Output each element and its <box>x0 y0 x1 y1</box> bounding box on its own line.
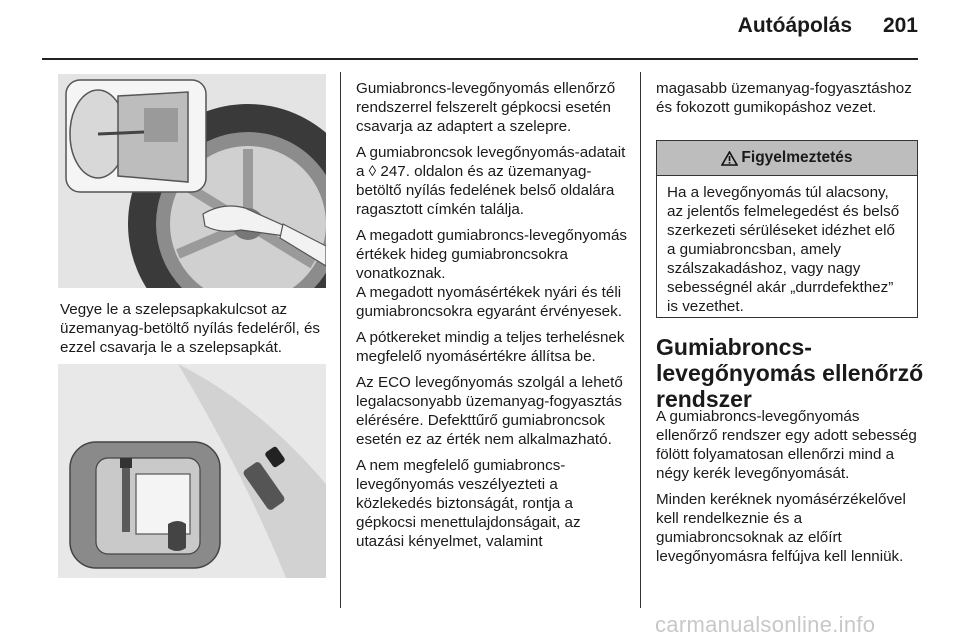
warning-box <box>656 140 918 318</box>
warning-title: Figyelmeztetés <box>741 149 853 166</box>
footer-watermark: carmanualsonline.info <box>655 612 876 637</box>
figure-caption: Vegye le a szelepsapkakulcsot az üzemanyag-betöltő nyílás fedeléről, és ezzel csavarja le a szelepsapkát. <box>60 301 321 356</box>
middle-column <box>356 79 628 558</box>
paragraph: A pótkereket mindig a teljes terhelésnek megfelelő nyomásértékre állítsa be. <box>356 329 625 365</box>
paragraph-reference: A gumiabroncsok levegőnyomás-adatait a ◊ 247. oldalon és az üzemanyag-betöltő nyílás fedelének belső oldalára ragasztott címkén találja. <box>356 144 626 218</box>
warning-triangle-icon <box>721 151 738 166</box>
right-column-intro: magasabb üzemanyag-fogyasztáshoz és fokozott gumikopáshoz vezet. <box>656 80 912 116</box>
paragraph: Minden keréknek nyomásérzékelővel kell rendelkeznie és a gumiabroncsoknak az előírt levegőnyomásra felfújva kell lenniük. <box>656 491 906 565</box>
header-rule <box>42 58 918 60</box>
column-rule-2 <box>640 72 641 608</box>
page-header-title: Autóápolás <box>737 14 852 37</box>
paragraph: A gumiabroncs-levegőnyomás ellenőrző rendszer egy adott sebesség fölött folyamatosan ellenőrzi mind a négy kerék levegőnyomását. <box>656 408 917 482</box>
page-number: 201 <box>882 14 918 37</box>
paragraph: A megadott gumiabroncs-levegőnyomás értékek hideg gumiabroncsokra vonatkoznak. <box>356 227 627 282</box>
figure-tire-valve-cap <box>58 74 326 288</box>
valve-adapter-illustration <box>58 364 326 578</box>
paragraph: A nem megfelelő gumiabroncs-levegőnyomás veszélyezteti a közlekedés biztonságát, rontja a gépkocsi menettulajdonságait, az utazási kényelmet, valamint <box>356 457 581 550</box>
paragraph: A megadott nyomásértékek nyári és téli gumiabroncsokra egyaránt érvényesek. <box>356 284 622 320</box>
paragraph: Gumiabroncs-levegőnyomás ellenőrző rendszerrel felszerelt gépkocsi esetén csavarja az adaptert a szelepre. <box>356 80 616 135</box>
tire-illustration <box>58 74 326 288</box>
figure-valve-adapter <box>58 364 326 578</box>
section-title: Gumiabroncs-levegőnyomás ellenőrző rendszer <box>656 334 924 412</box>
warning-header <box>657 141 917 176</box>
right-column-body <box>656 407 922 573</box>
column-rule-1 <box>340 72 341 608</box>
warning-text: Ha a levegőnyomás túl alacsony, az jelentős felmelegedést és belső szerkezeti sérüléseket idézhet elő a gumiabroncsban, amely szálszakadáshoz, vagy nagy sebességnél akár „durrdefekthez” is vezethet. <box>667 184 900 315</box>
paragraph: Az ECO levegőnyomás szolgál a lehető legalacsonyabb üzemanyag-fogyasztás elérésére. Defekttűrő gumiabroncsok esetén ez az érték nem alkalmazható. <box>356 374 623 448</box>
